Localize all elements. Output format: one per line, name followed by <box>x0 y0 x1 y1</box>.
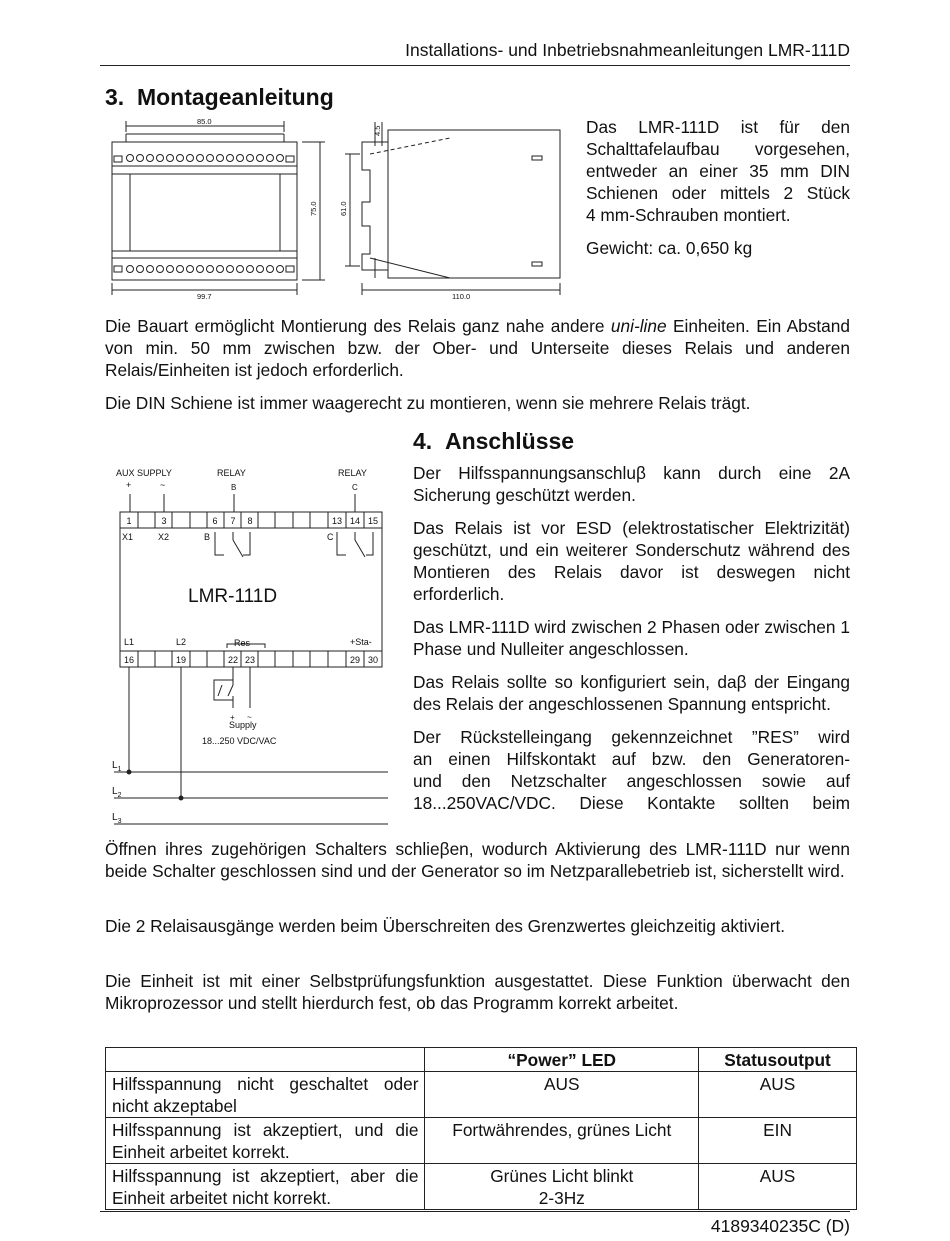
section-number: 4. <box>413 428 433 454</box>
dim-height: 75.0 <box>309 201 318 216</box>
terminal-23: 23 <box>244 655 256 665</box>
paragraph: Das Relais sollte so konfiguriert sein, daβ der Eingang des Relais der angeschlossenen Spannung entspricht. <box>413 672 850 714</box>
svg-text:~: ~ <box>247 713 252 722</box>
section-4-column <box>413 462 850 814</box>
terminal-22: 22 <box>227 655 239 665</box>
aux-supply-label: AUX SUPPLY <box>116 468 172 478</box>
paragraph-6: Die 2 Relaisausgänge werden beim Überschreiten des Grenzwertes gleichzeitig aktiviert. <box>105 916 786 936</box>
aux-plus: + <box>126 480 132 490</box>
terminal-13: 13 <box>331 516 343 526</box>
terminal-3: 3 <box>161 516 167 526</box>
terminal-14: 14 <box>349 516 361 526</box>
line-l2: L <box>112 786 118 797</box>
section-title-text: Anschlüsse <box>444 428 575 454</box>
paragraph: Das LMR-111D wird zwischen 2 Phasen oder zwischen 1 Phase und Nulleiter angeschlossen. <box>413 617 850 659</box>
c-label: C <box>327 532 334 542</box>
relay-c-sub: C <box>352 483 358 492</box>
table-cell: AUS <box>425 1072 699 1118</box>
relay-b-label: RELAY <box>217 468 246 478</box>
table-cell: EIN <box>699 1118 857 1164</box>
terminal-8: 8 <box>247 516 253 526</box>
supply-label: Supply <box>229 720 257 730</box>
side-line: Schalttafelaufbau vorgesehen, <box>586 139 850 159</box>
relay-b-sub: B <box>231 483 237 492</box>
x1-label: X1 <box>122 532 134 542</box>
page-header: Installations- und Inbetriebsnahmeanleitungen LMR-111D <box>100 40 850 66</box>
line-l1: L <box>112 760 118 771</box>
dim-bottom-width: 99.7 <box>197 292 212 301</box>
uni-line-term: uni-line <box>610 316 667 336</box>
b-label: B <box>204 532 211 542</box>
section-title-text: Montageanleitung <box>136 84 334 110</box>
status-table <box>105 1047 857 1210</box>
section-number: 3. <box>105 84 125 110</box>
svg-text:L1: $L_1$ <box>112 760 122 773</box>
table-cell: Hilfsspannung ist akzeptiert, und die Einheit arbeitet korrekt. <box>106 1118 425 1164</box>
dim-small: 4.5 <box>373 125 382 136</box>
dim-inner-height: 61.0 <box>339 201 348 216</box>
dimension-drawing <box>100 118 570 302</box>
svg-text:+: + <box>230 713 235 722</box>
svg-text:L3: $L_3$ <box>112 812 122 825</box>
table-cell: AUS <box>699 1072 857 1118</box>
section-4-title <box>413 428 574 455</box>
side-line: 4 mm-Schrauben montiert. <box>586 205 791 225</box>
paragraph-5-continued: Öffnen ihres zugehörigen Schalters schlieβen, wodurch Aktivierung des LMR-111D nur wenn beide Schalter geschlossen sind und der Generator so im Netzparallebetrieb ist, sicherstellt wird. <box>105 839 850 881</box>
table-row <box>106 1164 857 1210</box>
device-name: LMR-111D <box>188 586 278 607</box>
table-row <box>106 1118 857 1164</box>
table-cell: AUS <box>699 1164 857 1210</box>
res-label: Res <box>234 638 251 648</box>
terminal-6: 6 <box>212 516 218 526</box>
side-line: Schienen oder mittels 2 Stück <box>586 183 850 203</box>
svg-text:L2: $L_2$ <box>112 786 122 799</box>
weight-text: Gewicht: ca. 0,650 kg <box>586 238 753 258</box>
table-cell: Hilfsspannung ist akzeptiert, aber die Einheit arbeitet nicht korrekt. <box>106 1164 425 1210</box>
paragraph-7: Die Einheit ist mit einer Selbstprüfungsfunktion ausgestattet. Diese Funktion überwacht den Mikroprozessor und stellt hierdurch fest, ob das Programm korrekt arbeitet. <box>105 971 850 1013</box>
table-cell: Grünes Licht blinkt 2-3Hz <box>425 1164 699 1210</box>
table-cell: Hilfsspannung nicht geschaltet oder nicht akzeptabel <box>106 1072 425 1118</box>
l2-terminal-label: L2 <box>176 637 187 647</box>
paragraph-5-start: Der Rückstelleingang gekennzeichnet ”RES” wird an einen Hilfskontakt auf bzw. den Generatoren- und den Netzschalter angeschlossen sowie auf 18...250VAC/VDC. Diese Kontakte sollten beim <box>413 727 850 813</box>
paragraph: Das Relais ist vor ESD (elektrostatischer Elektrizität) geschützt, und ein weiterer Sonderschutz während des Montieren des Relais davor ist deswegen nicht erforderlich. <box>413 518 850 604</box>
table-cell: Fortwährendes, grünes Licht <box>425 1118 699 1164</box>
terminal-19: 19 <box>175 655 187 665</box>
terminal-29: 29 <box>349 655 361 665</box>
dim-depth: 110.0 <box>452 292 471 301</box>
supply-range-label: 18...250 VDC/VAC <box>202 736 277 746</box>
x2-label: X2 <box>158 532 170 542</box>
aux-tilde: ~ <box>160 480 166 490</box>
terminal-1: 1 <box>126 516 132 526</box>
terminal-16: 16 <box>123 655 135 665</box>
paragraph: Der Hilfsspannungsanschluβ kann durch eine 2A Sicherung geschützt werden. <box>413 463 850 505</box>
table-header: Statusoutput <box>699 1048 857 1072</box>
table-header-row <box>106 1048 857 1072</box>
section-3-paragraph-1: Die Bauart ermöglicht Montierung des Relais ganz nahe andere uni-line Einheiten. Ein Abstand von min. 50 mm zwischen bzw. der Ober- und Unterseite dieses Relais und anderen Relais/Einheiten ist jedoch erforderlich. <box>105 316 851 380</box>
l1-terminal-label: L1 <box>124 637 135 647</box>
dim-top-width: 85.0 <box>197 118 212 126</box>
table-header <box>106 1048 425 1072</box>
wiring-diagram <box>100 460 395 832</box>
line-l3: L <box>112 812 118 823</box>
sta-label: +Sta- <box>350 637 372 647</box>
section-3-title <box>105 84 334 111</box>
section-3-paragraph-2: Die DIN Schiene ist immer waagerecht zu montieren, wenn sie mehrere Relais trägt. <box>105 393 751 413</box>
terminal-30: 30 <box>367 655 379 665</box>
table-row <box>106 1072 857 1118</box>
table-header: “Power” LED <box>425 1048 699 1072</box>
relay-c-label: RELAY <box>338 468 367 478</box>
section-3-side-text <box>586 116 850 259</box>
side-line: Das LMR-111D ist für den <box>586 117 850 137</box>
side-line: entweder an einer 35 mm DIN <box>586 161 850 181</box>
page-footer: 4189340235C (D) <box>100 1211 850 1237</box>
terminal-15: 15 <box>367 516 379 526</box>
terminal-7: 7 <box>230 516 236 526</box>
